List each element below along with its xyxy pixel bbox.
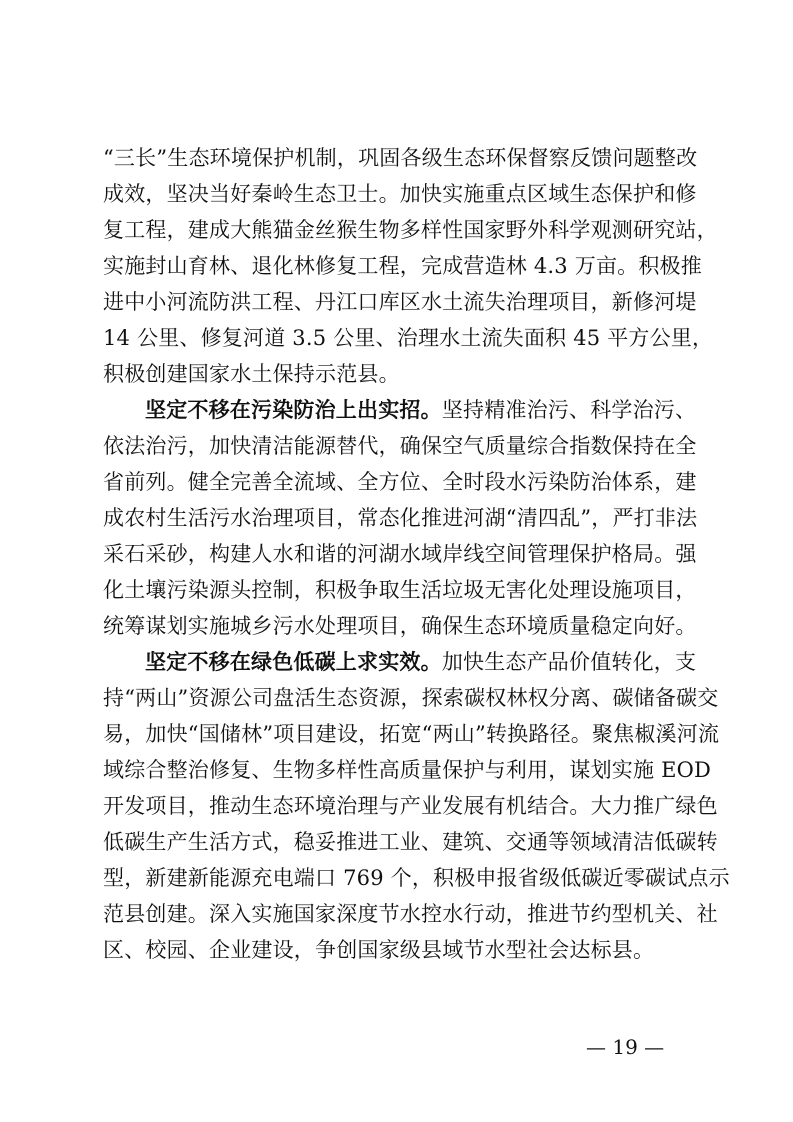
paragraph-line: 开发项目，推动生态环境治理与产业发展有机结合。大力推广绿色 [103, 794, 718, 818]
paragraph-line: 持“两山”资源公司盘活生态资源，探索碳权林权分离、碳储备碳交 [103, 686, 719, 710]
paragraph-line: 化土壤污染源头控制，积极争取生活垃圾无害化处理设施项目， [103, 578, 697, 602]
paragraph-first-line-text: 加快生态产品价值转化，支 [441, 650, 697, 674]
paragraph-line: 采石采砂，构建人水和谐的河湖水域岸线空间管理保护格局。强 [103, 542, 697, 566]
paragraph-line: 复工程，建成大熊猫金丝猴生物多样性国家野外科学观测研究站， [103, 218, 718, 242]
paragraph-line: 依法治污，加快清洁能源替代，确保空气质量综合指数保持在全 [103, 434, 697, 458]
paragraph-line: 积极创建国家水土保持示范县。 [103, 362, 400, 386]
paragraph-line: 进中小河流防洪工程、丹江口库区水土流失治理项目，新修河堤 [103, 290, 697, 314]
paragraph-line: 区、校园、企业建设，争创国家级县域节水型社会达标县。 [103, 938, 655, 962]
paragraph-line: 低碳生产生活方式，稳妥推进工业、建筑、交通等领域清洁低碳转 [103, 830, 718, 854]
paragraph-line: “三长”生态环境保护机制，巩固各级生态环保督察反馈问题整改 [103, 146, 698, 170]
paragraph-line: 14 公里、修复河道 3.5 公里、治理水土流失面积 45 平方公里， [103, 326, 714, 350]
paragraph-line: 成农村生活污水治理项目，常态化推进河湖“清四乱”，严打非法 [103, 506, 698, 530]
paragraph-line: 实施封山育林、退化林修复工程，完成营造林 4.3 万亩。积极推 [103, 254, 702, 278]
paragraph-line: 型，新建新能源充电端口 769 个，积极申报省级低碳近零碳试点示 [103, 866, 730, 890]
paragraph-line: 易，加快“国储林”项目建设，拓宽“两山”转换路径。聚焦椒溪河流 [103, 722, 720, 746]
paragraph-first-line [145, 645, 697, 679]
paragraph-line: 省前列。健全完善全流域、全方位、全时段水污染防治体系，建 [103, 470, 697, 494]
paragraph-heading: 坚定不移在污染防治上出实招。 [145, 397, 442, 422]
paragraph-first-line [145, 393, 697, 427]
paragraph-first-line-text: 坚持精准治污、科学治污、 [441, 398, 697, 422]
paragraph-line: 成效，坚决当好秦岭生态卫士。加快实施重点区域生态保护和修 [103, 182, 697, 206]
paragraph-heading: 坚定不移在绿色低碳上求实效。 [145, 649, 442, 674]
paragraph-line: 范县创建。深入实施国家深度节水控水行动，推进节约型机关、社 [103, 902, 718, 926]
paragraph-line: 统筹谋划实施城乡污水处理项目，确保生态环境质量稳定向好。 [103, 614, 697, 638]
paragraph-line: 域综合整治修复、生物多样性高质量保护与利用，谋划实施 EOD [103, 758, 712, 782]
page-number: — 19 — [586, 1035, 665, 1059]
